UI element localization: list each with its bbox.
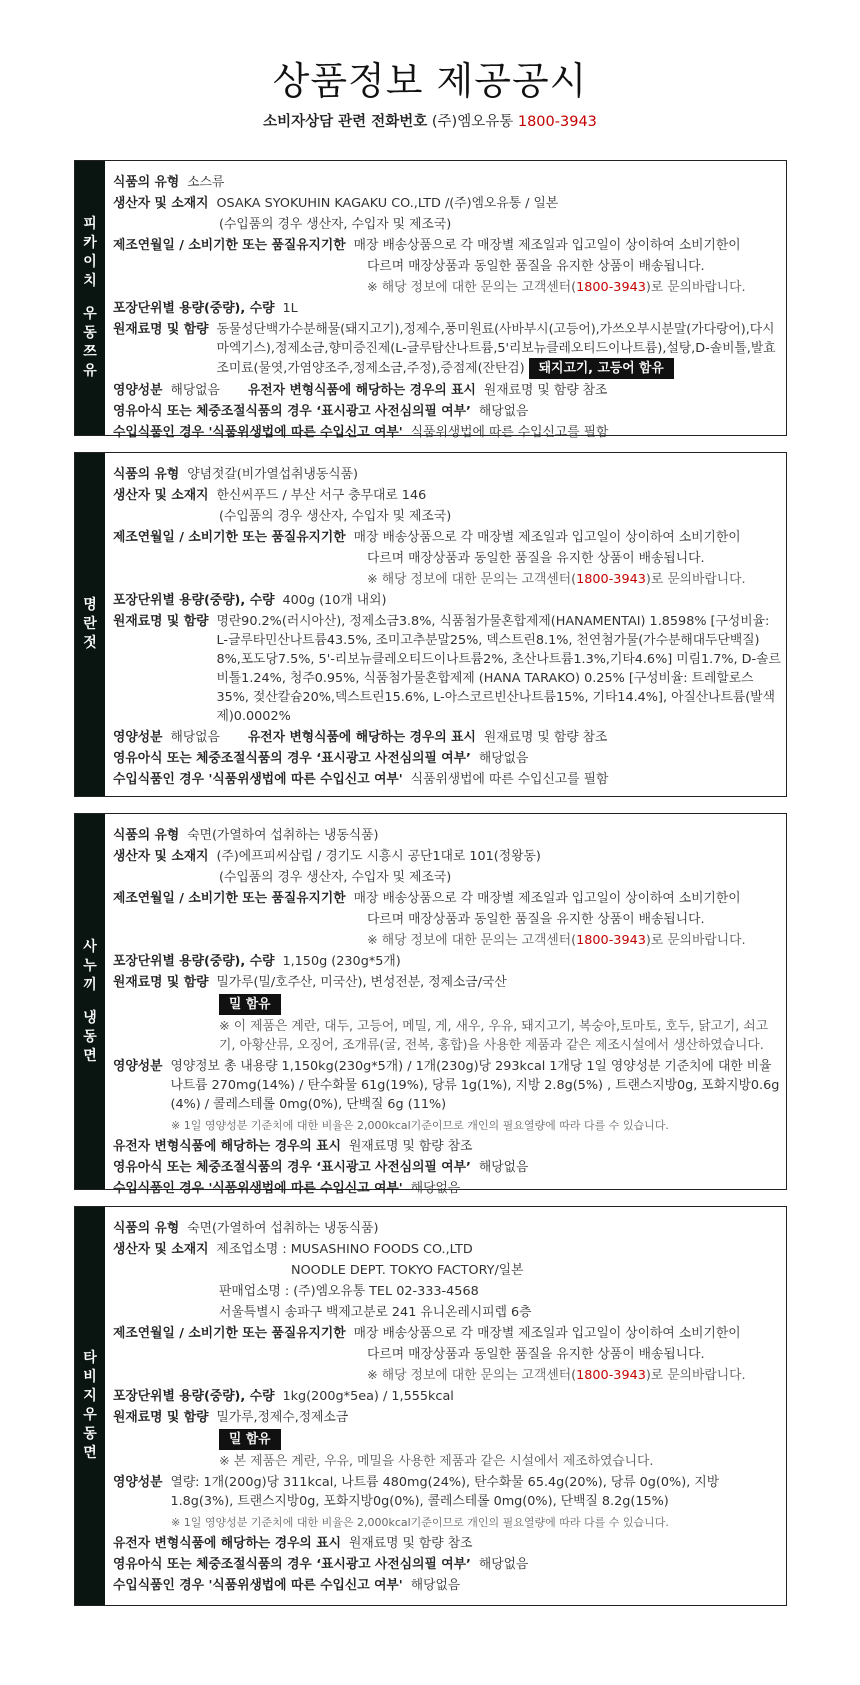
producer-row: [113, 194, 784, 213]
nutrition-note: ※ 1일 영양성분 기준치에 대한 비율은 2,000kcal기준이므로 개인의 필요열량에 따라 다를 수 있습니다.: [171, 1119, 669, 1132]
field-label: 원재료명 및 함량: [113, 1410, 209, 1425]
field-value: 매장 배송상품으로 각 매장별 제조일과 입고일이 상이하여 소비기한이: [353, 238, 741, 253]
contact-phone: 1800-3943: [517, 114, 597, 130]
field-value: 명란90.2%(러시아산), 정제소금3.8%, 식품첨가물혼합제제(HANAMENTAI) 1.8598% [구성비율: L-글루타민산나트륨43.5%, 조미고추분말25%, 덱스트린8.1%, 천연첨가물(가수분해대두단백질) 8%,포도당7.5%, 5'-리보뉴클레오티드이나트륨2%, 초산나트륨1.3%,기타4.6%] 미림1.7%, D-솔르비톨1.24%, 청주0.95%, 식품첨가물혼합제제 (HANA TARAKO) 0.25% [구성비율: 트레할로스 35%, 젖산칼슘20%,덱스트린15.6%, L-아스코르빈산나트륨15%, 기타14.4%], 아질산나트륨(발색제)0.0002%: [216, 614, 781, 724]
field-value: 매장 배송상품으로 각 매장별 제조일과 입고일이 상이하여 소비기한이: [353, 530, 741, 545]
import-row: [113, 423, 784, 442]
field-label: 제조연월일 / 소비기한 또는 품질유지기한: [113, 238, 346, 253]
side-char: 이: [83, 254, 97, 270]
side-char: 사: [83, 938, 97, 955]
field-value: 밀가루(밀/호주산, 미국산), 변성전분, 정제소금/국산: [216, 975, 507, 990]
field-label: 제조연월일 / 소비기한 또는 품질유지기한: [113, 891, 346, 906]
nutrition-row: [113, 1473, 784, 1511]
product-details: [113, 1219, 784, 1597]
import-row: [113, 770, 784, 789]
field-label: 포장단위별 용량(중량), 수량: [113, 954, 275, 969]
maker-line-2: [113, 1261, 784, 1280]
inquiry-phone: 1800-3943: [576, 572, 646, 587]
allergen-badge: 돼지고기, 고등어 함유: [529, 358, 674, 379]
field-value: 숙면(가열하여 섭취하는 냉동식품): [187, 1221, 379, 1236]
date-line-2: [113, 549, 784, 568]
side-char: 란: [83, 616, 97, 632]
field-label: 영유아식 또는 체중조절식품의 경우 ‘표시광고 사전심의필 여부’: [113, 1557, 471, 1572]
ingredients-text: 동물성단백가수분해물(돼지고기),정제수,풍미원료(사바부시(고등어),가쓰오부시분말(가다랑어),다시마엑기스),정제소금,향미증진제(L-글루탐산나트륨,5'리보뉴클레오티드이나트륨),설탕,D-솔비톨,발효조미료(물엿,가염양조주,정제소금,주정),증점제(잔탄검): [216, 322, 776, 376]
food-type-row: [113, 1219, 784, 1238]
field-label: 영유아식 또는 체중조절식품의 경우 ‘표시광고 사전심의필 여부’: [113, 1160, 471, 1175]
field-value: OSAKA SYOKUHIN KAGAKU CO.,LTD /(주)엠오유통 / 일본: [216, 196, 559, 211]
product-side-label: [75, 161, 105, 435]
field-value: 1,150g (230g*5개): [282, 954, 401, 969]
note-text: )로 문의바랍니다.: [645, 280, 746, 295]
field-label: 제조연월일 / 소비기한 또는 품질유지기한: [113, 530, 346, 545]
ingredients-row: [113, 320, 784, 379]
field-label: 수입식품인 경우 '식품위생법에 따른 수입신고 여부': [113, 772, 403, 787]
product-info-box-4: [74, 1206, 787, 1606]
seller-line-1: [113, 1282, 784, 1301]
date-row: [113, 1324, 784, 1343]
inquiry-phone: 1800-3943: [576, 1368, 646, 1383]
field-value: 해당없음: [478, 404, 529, 419]
field-value: 1kg(200g*5ea) / 1,555kcal: [282, 1389, 454, 1404]
product-info-box-1: [74, 160, 787, 440]
field-label: 영유아식 또는 체중조절식품의 경우 ‘표시광고 사전심의필 여부’: [113, 751, 471, 766]
side-char: 지: [83, 1388, 97, 1404]
product-details: [113, 173, 784, 444]
field-value: 해당없음: [478, 1160, 529, 1175]
date-row: [113, 528, 784, 547]
field-value: 매장 배송상품으로 각 매장별 제조일과 입고일이 상이하여 소비기한이: [353, 891, 741, 906]
import-note: [113, 868, 784, 887]
field-label: 유전자 변형식품에 해당하는 경우의 표시: [113, 1536, 341, 1551]
field-label: 원재료명 및 함량: [113, 975, 209, 990]
page-subtitle: [0, 110, 860, 131]
field-label: 식품의 유형: [113, 175, 180, 190]
field-note: (수입품의 경우 생산자, 수입자 및 제조국): [219, 217, 452, 232]
field-label: 영양성분: [113, 383, 163, 398]
side-char: 면: [83, 1047, 97, 1064]
date-line-2: [113, 257, 784, 276]
page-title: 상품정보 제공공시: [272, 59, 588, 103]
allergen-badge: 밀 함유: [219, 1429, 281, 1450]
field-label: 유전자 변형식품에 해당하는 경우의 표시: [113, 1139, 341, 1154]
field-label: 제조연월일 / 소비기한 또는 품질유지기한: [113, 1326, 346, 1341]
date-line-2: [113, 1345, 784, 1364]
field-value: 영양정보 총 내용량 1,150kg(230g*5개) / 1개(230g)당 293kcal 1개당 1일 영양성분 기준치에 대한 비율 나트륨 270mg(14%) / 탄수화물 61g(19%), 당류 1g(1%), 지방 2.8g(5%) , 트랜스지방0g, 포화지방0.6g (4%) / 콜레스테롤 0mg(0%), 단백질 6g (11%): [170, 1059, 780, 1112]
product-details: [113, 826, 784, 1200]
field-value: NOODLE DEPT. TOKYO FACTORY/일본: [291, 1263, 524, 1278]
side-char: 타: [83, 1350, 97, 1366]
import-note: [113, 507, 784, 526]
field-value: 해당없음: [170, 383, 220, 398]
side-char: 동: [83, 1028, 97, 1045]
field-value: 한신씨푸드 / 부산 서구 충무대로 146: [216, 488, 427, 503]
field-label: 식품의 유형: [113, 467, 180, 482]
allergen-badge: 밀 함유: [219, 994, 281, 1015]
infant-row: [113, 749, 784, 768]
nutrition-note-row: [113, 1116, 784, 1135]
product-info-box-3: [74, 813, 787, 1196]
field-label: 원재료명 및 함량: [113, 614, 209, 629]
side-char: 명: [83, 597, 97, 613]
inquiry-note: [113, 1366, 784, 1385]
field-value: 식품위생법에 따른 수입신고를 필함: [410, 425, 609, 440]
field-value: 제조업소명 : MUSASHINO FOODS CO.,LTD: [216, 1242, 473, 1257]
allergen-note-row: [113, 1452, 784, 1471]
inquiry-phone: 1800-3943: [576, 280, 646, 295]
field-label: 생산자 및 소재지: [113, 196, 209, 211]
inquiry-phone: 1800-3943: [576, 933, 646, 948]
nutrition-row: [113, 1057, 784, 1114]
nutrition-gmo-row: [113, 381, 784, 400]
field-value: 식품위생법에 따른 수입신고를 필함: [410, 772, 609, 787]
date-row: [113, 236, 784, 255]
field-value: 다르며 매장상품과 동일한 품질을 유지한 상품이 배송됩니다.: [367, 1347, 705, 1362]
side-char: 끼: [83, 976, 97, 993]
field-label: 영양성분: [113, 1475, 163, 1490]
product-info-box-2: [74, 452, 787, 797]
field-label: 식품의 유형: [113, 828, 180, 843]
ingredients-row: [113, 973, 784, 992]
field-value: [216, 320, 784, 379]
field-label: 생산자 및 소재지: [113, 1242, 209, 1257]
field-value: 원재료명 및 함량 참조: [483, 730, 608, 745]
side-char: 우: [83, 306, 97, 322]
product-side-label: [75, 814, 105, 1189]
field-label: 포장단위별 용량(중량), 수량: [113, 593, 275, 608]
field-value: 서울특별시 송파구 백제고분로 241 유니온레시피렙 6층: [219, 1305, 532, 1320]
side-char: 우: [83, 1407, 97, 1423]
field-value: 원재료명 및 함량 참조: [348, 1536, 473, 1551]
field-value: 다르며 매장상품과 동일한 품질을 유지한 상품이 배송됩니다.: [367, 259, 705, 274]
field-value: 해당없음: [478, 751, 529, 766]
producer-row: [113, 486, 784, 505]
side-char: 유: [83, 363, 97, 379]
nutrition-note: ※ 1일 영양성분 기준치에 대한 비율은 2,000kcal기준이므로 개인의 필요열량에 따라 다를 수 있습니다.: [171, 1516, 669, 1529]
side-char: 젓: [83, 635, 97, 651]
food-type-row: [113, 465, 784, 484]
side-char: 면: [83, 1445, 97, 1461]
producer-row: [113, 1240, 784, 1259]
infant-row: [113, 402, 784, 421]
package-row: [113, 952, 784, 971]
field-label: 수입식품인 경우 '식품위생법에 따른 수입신고 여부': [113, 1578, 403, 1593]
field-note: (수입품의 경우 생산자, 수입자 및 제조국): [219, 870, 452, 885]
note-text: ※ 해당 정보에 대한 문의는 고객센터(: [367, 572, 577, 587]
infant-row: [113, 1158, 784, 1177]
side-char: 피: [83, 216, 97, 232]
ingredients-row: [113, 612, 784, 726]
field-label: 유전자 변형식품에 해당하는 경우의 표시: [247, 383, 476, 398]
field-value: 판매업소명 : (주)엠오유통 TEL 02-333-4568: [219, 1284, 479, 1299]
note-text: )로 문의바랍니다.: [645, 1368, 746, 1383]
side-char: 치: [83, 273, 97, 289]
field-label: 식품의 유형: [113, 1221, 180, 1236]
field-label: 포장단위별 용량(중량), 수량: [113, 1389, 275, 1404]
side-char: 동: [83, 325, 97, 341]
field-value: 원재료명 및 함량 참조: [483, 383, 608, 398]
side-char: 누: [83, 957, 97, 974]
field-value: 소스류: [187, 175, 225, 190]
import-row: [113, 1179, 784, 1198]
field-label: 원재료명 및 함량: [113, 322, 209, 337]
field-value: 숙면(가열하여 섭취하는 냉동식품): [187, 828, 379, 843]
import-note: [113, 215, 784, 234]
producer-row: [113, 847, 784, 866]
allergen-row: [113, 994, 784, 1015]
field-value: 해당없음: [478, 1557, 529, 1572]
field-value: 양념젓갈(비가열섭취냉동식품): [187, 467, 358, 482]
allergen-note: ※ 이 제품은 계란, 대두, 고등어, 메밀, 게, 새우, 우유, 돼지고기, 복숭아,토마토, 호두, 닭고기, 쇠고기, 아황산류, 오징어, 조개류(굴, 전복, 홍합)을 사용한 제품과 같은 제조시설에서 생산하였습니다.: [219, 1019, 769, 1053]
inquiry-note: [113, 570, 784, 589]
product-side-label: [75, 453, 105, 796]
allergen-note-row: [113, 1017, 784, 1055]
field-label: 유전자 변형식품에 해당하는 경우의 표시: [247, 730, 476, 745]
field-label: 포장단위별 용량(중량), 수량: [113, 301, 275, 316]
contact-label: 소비자상담 관련 전화번호: [263, 114, 428, 130]
field-note: (수입품의 경우 생산자, 수입자 및 제조국): [219, 509, 452, 524]
nutrition-note-row: [113, 1513, 784, 1532]
field-label: 수입식품인 경우 '식품위생법에 따른 수입신고 여부': [113, 1181, 403, 1196]
package-row: [113, 591, 784, 610]
product-details: [113, 465, 784, 791]
ingredients-row: [113, 1408, 784, 1427]
field-label: 수입식품인 경우 '식품위생법에 따른 수입신고 여부': [113, 425, 403, 440]
field-label: 영양성분: [113, 730, 163, 745]
field-label: 생산자 및 소재지: [113, 488, 209, 503]
field-value: 해당없음: [410, 1578, 461, 1593]
field-value: 다르며 매장상품과 동일한 품질을 유지한 상품이 배송됩니다.: [367, 551, 705, 566]
field-value: 해당없음: [170, 730, 220, 745]
seller-line-2: [113, 1303, 784, 1322]
field-label: 영유아식 또는 체중조절식품의 경우 ‘표시광고 사전심의필 여부’: [113, 404, 471, 419]
side-char: 카: [83, 235, 97, 251]
field-label: 영양성분: [113, 1059, 163, 1074]
product-side-label: [75, 1207, 105, 1605]
inquiry-note: [113, 278, 784, 297]
side-char: 쯔: [83, 344, 97, 360]
field-value: 1L: [282, 301, 298, 316]
allergen-note: ※ 본 제품은 계란, 우유, 메밀을 사용한 제품과 같은 시설에서 제조하였습니다.: [219, 1454, 654, 1469]
gmo-row: [113, 1137, 784, 1156]
field-value: (주)에프피씨삼립 / 경기도 시흥시 공단1대로 101(정왕동): [216, 849, 541, 864]
note-text: ※ 해당 정보에 대한 문의는 고객센터(: [367, 933, 577, 948]
field-value: 밀가루,정제수,정제소금: [216, 1410, 349, 1425]
allergen-row: [113, 1429, 784, 1450]
note-text: ※ 해당 정보에 대한 문의는 고객센터(: [367, 1368, 577, 1383]
side-char: 비: [83, 1369, 97, 1385]
food-type-row: [113, 173, 784, 192]
note-text: )로 문의바랍니다.: [645, 572, 746, 587]
package-row: [113, 1387, 784, 1406]
field-value: 다르며 매장상품과 동일한 품질을 유지한 상품이 배송됩니다.: [367, 912, 705, 927]
note-text: )로 문의바랍니다.: [645, 933, 746, 948]
gmo-row: [113, 1534, 784, 1553]
side-char: 동: [83, 1426, 97, 1442]
import-row: [113, 1576, 784, 1595]
nutrition-gmo-row: [113, 728, 784, 747]
food-type-row: [113, 826, 784, 845]
field-value: 해당없음: [410, 1181, 461, 1196]
field-label: 생산자 및 소재지: [113, 849, 209, 864]
field-value: 열량: 1개(200g)당 311kcal, 나트륨 480mg(24%), 탄수화물 65.4g(20%), 당류 0g(0%), 지방 1.8g(3%), 트랜스지방0g, 포화지방0g(0%), 콜레스테롤 0mg(0%), 단백질 8.2g(15%): [170, 1475, 720, 1509]
inquiry-note: [113, 931, 784, 950]
field-value: 400g (10개 내외): [282, 593, 387, 608]
note-text: ※ 해당 정보에 대한 문의는 고객센터(: [367, 280, 577, 295]
contact-company: (주)엠오유통: [431, 114, 514, 130]
date-row: [113, 889, 784, 908]
side-char: 냉: [83, 1009, 97, 1026]
date-line-2: [113, 910, 784, 929]
field-value: 원재료명 및 함량 참조: [348, 1139, 473, 1154]
infant-row: [113, 1555, 784, 1574]
field-value: 매장 배송상품으로 각 매장별 제조일과 입고일이 상이하여 소비기한이: [353, 1326, 741, 1341]
package-row: [113, 299, 784, 318]
